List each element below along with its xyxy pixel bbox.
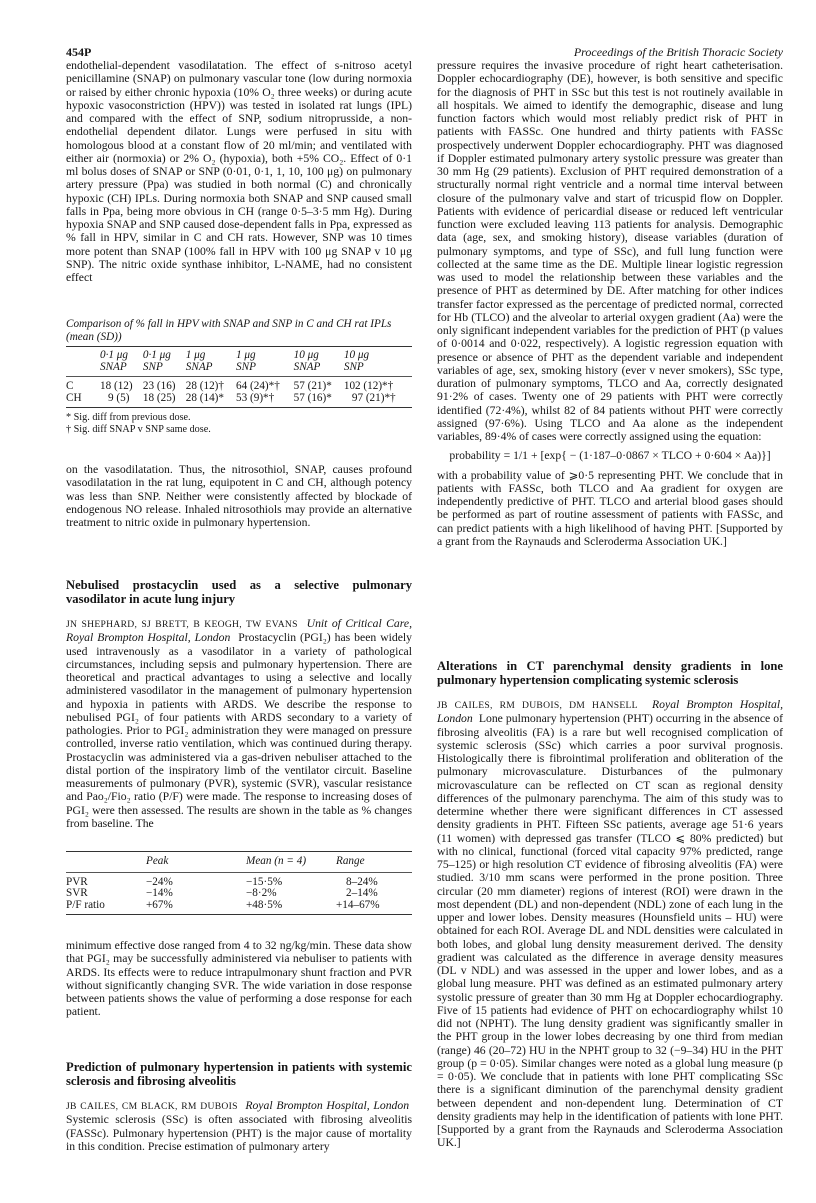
table-cell: SNP	[343, 360, 364, 373]
table-row	[66, 888, 412, 900]
prediction-abstract	[66, 1060, 412, 1153]
table-cell: +67%	[146, 898, 173, 911]
table-cell: 57 (21)*	[293, 380, 332, 392]
table-cell: 23 (16)	[142, 380, 176, 392]
table-cell: 10 μg	[343, 349, 370, 361]
table-caption: Comparison of % fall in HPV with SNAP and SNP in C and CH rat IPLs (mean (SD))	[66, 318, 392, 343]
page-number: 454P	[66, 45, 92, 59]
table-cell: −14%	[146, 887, 173, 899]
table-cell: PVR	[66, 875, 88, 888]
prostacyclin-table-block	[66, 851, 412, 915]
table-cell: 64 (24)*†	[236, 380, 280, 392]
table-footnote: * Sig. diff from previous dose.	[66, 412, 191, 423]
snap-abstract-para1: endothelial-dependent vasodilatation. The effect of s-nitroso acetyl penicillamine (SNAP) on pulmonary vascular tone (low during normoxia or raised by either chronic hypoxia (10% O₂ three weeks) or during acute hypoxic vasoconstriction (HPV)) was tested in isolated rat lungs (IPL) and compared with the effect of SNP, sodium nitroprusside, a non-endothelial dependent dilator. Lungs were perfused in situ with homologous blood at a constant flow of 20 ml/min; and ventilated with either air (normoxia) or 2% O₂ (hypoxia), both +5% CO₂. Effect of 0·1 ml bolus doses of SNAP or SNP (0·01, 0·1, 1, 10, 100 μg) on pulmonary artery pressure (Ppa) was studied in both normal (C) and chronically hypoxic (CH) IPLs. During normoxia both SNAP and SNP caused small falls in Ppa, being more obvious in CH (range 0·5–3·5 mm Hg). During hypoxia SNAP and SNP caused dose-dependent falls in Ppa, expressed as % fall in HPV, similar in C and CH rats. However, SNP was 10 times more potent than SNAP (100% fall in HPV with 100 μg SNAP v 10 μg SNP). The nitric oxide synthase inhibitor, L-NAME, had no consistent effect	[66, 59, 412, 284]
col-header	[236, 347, 294, 377]
table-cell: P/F ratio	[66, 898, 105, 911]
abstract-title: Nebulised prostacyclin used as a selective pulmonary vasodilator in acute lung injury	[66, 578, 412, 606]
table-cell: −8·2%	[246, 887, 277, 899]
table-cell: 1 μg	[236, 349, 256, 361]
abstract-title: Prediction of pulmonary hypertension in patients with systemic sclerosis and fibrosing alveolitis	[66, 1060, 412, 1088]
table-cell: 28 (12)†	[185, 380, 224, 392]
col-header	[186, 347, 236, 377]
table-cell: SNAP	[185, 360, 213, 373]
table-cell: SNP	[236, 360, 256, 373]
abstract-body: pressure requires the invasive procedure of right heart catheterisation. Doppler echocardiography (DE), however, is both sensitive and specific for the diagnosis of PHT in SSc but this test is not routinely available in all hospitals. We aimed to identify the demographic, disease and lung function factors which would most reliably predict risk of PHT in patients with FASSc. One hundred and thirty patients with FASSc prospectively underwent Doppler echocardiography. PHT was diagnosed if Doppler estimated pulmonary artery systolic pressure was greater than 30 mm Hg (29 patients). Exclusion of PHT required demonstration of a structurally normal right ventricle and a normal time interval between closure of the pulmonary valve and start of tricuspid flow on Doppler. Patients with evidence of pericardial disease or reduced left ventricular function were excluded leaving 113 patients for analysis. Demographic data (age, sex, and smoking history), disease variables (duration of pulmonary symptoms, and type of SSc), and full lung function were collected at the same time as the DE. Multiple linear logistic regression was used to model the relationship between these variables and the presence of PHT as determined by DE. After matching for other indices transfer factor expressed as the percentage of predicted normal, corrected for Hb (TLCO) and the alveolar to arterial oxygen gradient (Aa) were the only significant independent variables for the prediction of PHT (p values of 0·0014 and 0·022, respectively). A logistic regression equation with presence or absence of PHT as the dependent variable and independent variables of age, sex, smoking history (ever v never smokers), SSc type, duration of pulmonary symptoms, TLCO and Aa, correctly designated 91·2% of cases. Twenty one of 29 patients with PHT were correctly identified (72·4%), whilst 82 of 84 patients without PHT were correctly assigned (97·6%). Using TLCO and Aa alone as the independent variables, 89·4% of cases were correctly assigned using the equation:	[437, 59, 783, 443]
col-header: Range	[336, 855, 365, 867]
table-cell: 57 (16)*	[293, 391, 332, 404]
col-header: Peak	[146, 855, 169, 867]
table-cell: 10 μg	[293, 349, 319, 361]
table-cell: SVR	[66, 887, 88, 899]
abstract-body: with a probability value of ⩾0·5 representing PHT. We conclude that in patients with FASSc, both TLCO and Aa gradient for oxygen are independently predictive of PHT. TLCO and arterial blood gases should be performed as part of routine assessment of patients with FASSc, and can predict patients with a high likelihood of having PHT. [Supported by a grant from the Raynauds and Scleroderma Association UK.]	[437, 468, 783, 548]
table-cell: 0·1 μg	[100, 349, 128, 361]
col-header: Mean (n = 4)	[246, 855, 307, 867]
table-cell: 0·1 μg	[142, 349, 171, 361]
table-cell: +14–67%	[336, 898, 380, 911]
table-cell: 53 (9)*†	[236, 391, 275, 404]
prostacyclin-table	[66, 851, 412, 915]
table-row	[66, 900, 412, 915]
col-header	[100, 347, 143, 377]
prostacyclin-abstract	[66, 578, 412, 830]
table-cell: CH	[66, 391, 82, 404]
col-header	[294, 347, 344, 377]
table-row	[66, 872, 412, 888]
table-cell: 28 (14)*	[185, 391, 224, 404]
affiliation: Royal Brompton Hospital, London	[437, 698, 784, 726]
snap-table	[66, 346, 412, 408]
journal-title: Proceedings of the British Thoracic Society	[573, 45, 783, 59]
table-row	[66, 393, 412, 408]
table-cell: −15·5%	[246, 875, 283, 888]
table-cell: 8–24%	[346, 875, 378, 888]
snap-abstract-para2: on the vasodilatation. Thus, the nitrosothiol, SNAP, causes profound vasodilatation in the rat lung, equipotent in C and CH, although potency was less than SNP. Neither were consistently affected by blockade of endogenous NO release. Inhaled nitrosothiols may provide an alternative treatment to nitric oxide in pulmonary hypertension.	[66, 463, 412, 529]
col-header	[143, 347, 186, 377]
table-cell: SNAP	[293, 360, 321, 373]
table-cell: −24%	[146, 875, 173, 888]
table-footnote: † Sig. diff SNAP v SNP same dose.	[66, 423, 211, 435]
table-cell: SNP	[142, 360, 163, 373]
abstract-title: Alterations in CT parenchymal density gradients in lone pulmonary hypertension complicating systemic sclerosis	[437, 659, 783, 687]
prostacyclin-abstract-para2: minimum effective dose ranged from 4 to 32 ng/kg/min. These data show that PGI₂ may be successfully administered via nebuliser to patients with ARDS. Its effects were to reduce intrapulmonary shunt fraction and PVR without significantly changing SVR. The wide variation in dose response between patients shows the value of performing a dose response for each patient.	[66, 939, 412, 1019]
col-header	[344, 347, 412, 377]
probability-equation: probability = 1/1 + [exp{ − (1·187–0·0867 × TLCO + 0·604 × Aa)}]	[449, 449, 771, 463]
abstract-body: Systemic sclerosis (SSc) is often associated with fibrosing alveolitis (FASSc). Pulmonary hypertension (PHT) is the major cause of mortality in this condition. Precise estimation of pulmonary artery	[66, 1113, 412, 1153]
table-cell: C	[66, 380, 74, 392]
table-cell: 18 (12)	[100, 380, 133, 392]
authors: JN SHEPHARD, SJ BRETT, B KEOGH, TW EVANS	[66, 619, 298, 630]
affiliation: Unit of Critical Care, Royal Brompton Hospital, London	[66, 617, 412, 645]
table-cell: SNAP	[100, 360, 127, 373]
table-cell: 18 (25)	[142, 391, 176, 404]
table-cell: +48·5%	[246, 898, 283, 911]
authors: JB CAILES, RM DUBOIS, DM HANSELL	[437, 700, 638, 711]
table-row	[66, 377, 412, 393]
table-cell: 102 (12)*†	[343, 380, 394, 392]
table-cell: 1 μg	[185, 349, 206, 361]
abstract-body: Lone pulmonary hypertension (PHT) occurring in the absence of fibrosing alveolitis (FA) is a rare but well recognised complication of systemic sclerosis (SSc) which carries a poor survival prognosis. Histologically there is fibrointimal proliferation and obliteration of the pulmonary microvasculature. Disturbances of the pulmonary microvasculature can be reflected on CT scan as regional density differences of the pulmonary parenchyma. The aim of this study was to determine whether there were significant differences in CT assessed density gradients in PHT. Fifteen SSc patients, average age 51·6 years (11 women) with depressed gas transfer (TLCO ⩽ 80% predicted) but with no clinical, functional (forced vital capacity 97% predicted, range 75–125) or high resolution CT evidence of fibrosing alveolitis (FA) were studied. 3/10 mm scans were performed in the prone position. Three circular (20 mm diameter) regions of interest (ROI) were drawn in the most dependent (DL) and non-dependent (NDL) zone of each lung in the upper and lower lobes. Density measures (Hounsfield units – HU) were obtained for each ROI. Average DL and NDL densities were calculated in both lobes, and global lung density measurement derived. The density gradient was calculated as the difference in average density measures (DL v NDL) and was assessed in the upper and lower lobes, and as a global lung measure. PHT was defined as an estimated pulmonary artery systolic pressure of greater than 30 mm Hg at Doppler echocardiography. Five of 15 patients had evidence of PHT on echocardiography whilst 10 did not (NPHT). The lung density gradient was significantly smaller in the PHT group in the lower lobes decreasing by one third from median (range) 46 (20–72) HU in the NPHT group to 32 (−9–34) HU in the PHT group (p = 0·05). Similar changes were noted as a global lung measure (p = 0·05). We conclude that in patients with lone PHT complicating SSc there is a significant diminution of the parenchymal density gradient between dependent and non-dependent lung. Determination of CT density gradients may help in the identification of patients with lone PHT. [Supported by a grant from the Raynauds and Scleroderma Association UK.]	[437, 712, 784, 1150]
abstract-body: Prostacyclin (PGI₂) has been widely used intravenously as a vasodilator in a variety of pathological circumstances, including sepsis and pulmonary hypertension. There are theoretical and practical advantages to using a selective and locally administered vasodilator in the management of pulmonary hypertension and hypoxia in patients with ARDS. We describe the response to nebulised PGI₂ of four patients with ARDS secondary to a variety of pathologies. Prior to PGI₂ administration they were managed on pressure controlled, inverse ratio ventilation, which was continued during therapy. Prostacyclin was administered via a gas-driven nebuliser attached to the distal portion of the inspiratory limb of the ventilator circuit. Baseline measurements of pulmonary (PVR), systemic (SVR), vascular resistance and Pao₂/Fio₂ ratio (P/F) were made. The response to increasing doses of PGI₂ were then assessed. The results are shown in the table as % changes from baseline. The	[66, 631, 413, 830]
authors: JB CAILES, CM BLACK, RM DUBOIS	[66, 1101, 238, 1112]
table-cell: 2–14%	[346, 887, 378, 899]
ct-abstract	[437, 659, 783, 1150]
table-cell: 97 (21)*†	[351, 391, 396, 404]
affiliation: Royal Brompton Hospital, London	[245, 1099, 410, 1112]
prediction-abstract-continued	[437, 59, 783, 548]
table-cell: 9 (5)	[108, 391, 130, 404]
snap-table-block	[66, 318, 412, 435]
